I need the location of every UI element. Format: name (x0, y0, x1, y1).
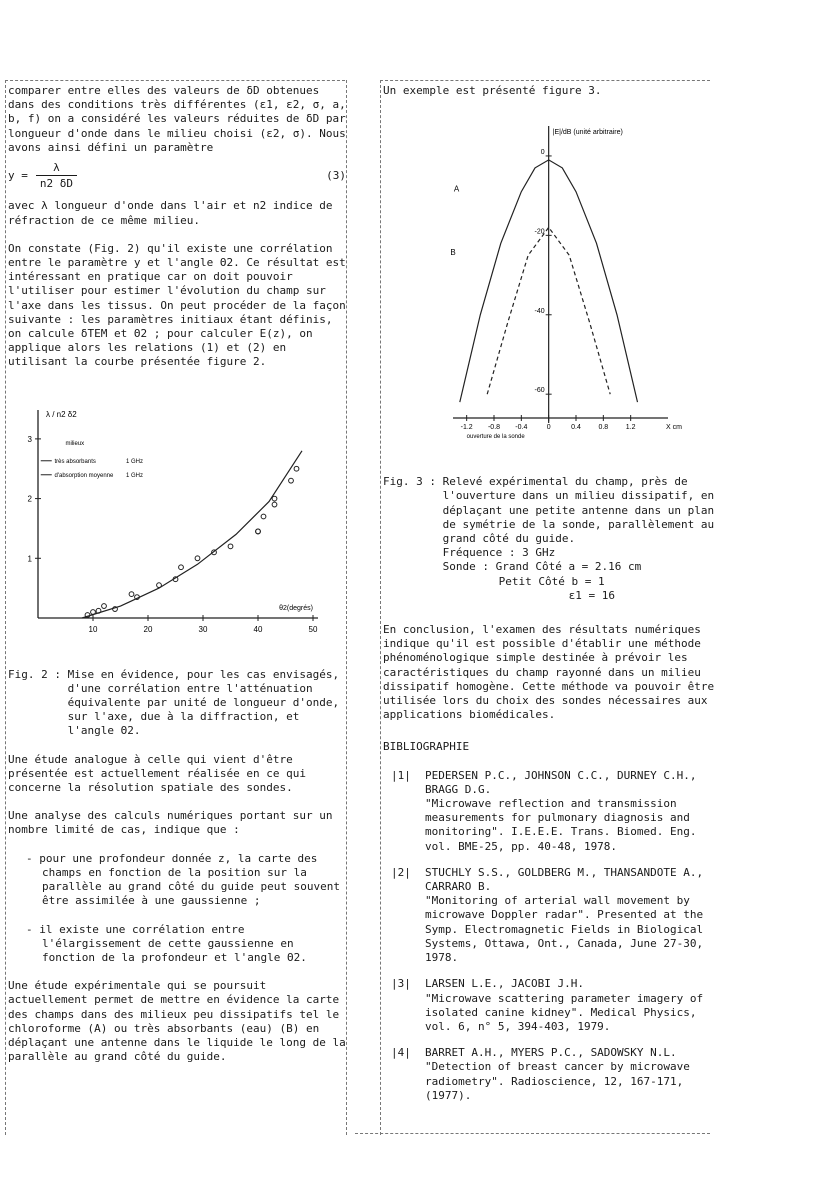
reference-number: |2| (391, 865, 411, 879)
x-tick-label: -0.4 (515, 424, 528, 432)
x-tick-label: 0.8 (598, 424, 609, 432)
x-tick-label: 40 (253, 624, 263, 634)
y-tick-label: 1 (27, 553, 32, 563)
data-point (272, 502, 277, 507)
x-tick-label: 10 (88, 624, 98, 634)
paragraph-intro: comparer entre elles des valeurs de δD obtenues dans des conditions très différentes (ε1, ε2, σ, a, b, f) on a considéré les valeurs réduites de δD par longueur d'onde dans le milieu choisi (ε2, σ). Nous avons ainsi défini un paramètre (8, 84, 353, 154)
equation-lhs: y = (8, 169, 28, 183)
reference-authors: STUCHLY S.S., GOLDBERG M., THANSANDOTE A., CARRARO B. (425, 865, 704, 894)
x-tick-label: -0.8 (487, 424, 501, 432)
bibliography-list (383, 769, 723, 1103)
right-column-rule (380, 80, 381, 1135)
y-tick-label: -60 (534, 387, 545, 395)
top-rule-right (380, 80, 710, 81)
left-column (8, 84, 353, 1064)
x-axis-label: θ2(degrés) (279, 604, 313, 612)
paragraph-experimental: Une étude expérimentale qui se poursuit actuellement permet de mettre en évidence la carte des champs dans des milieux peu dissipatifs tel le chloroforme (A) ou très absorbants (eau) (B) en déplaçant une antenne dans le liquide le long de la parallèle au grand côté du guide. (8, 979, 353, 1064)
bullet-gaussian: - pour une profondeur donnée z, la carte des champs en fonction de la position sur la parallèle au grand côté du guide peut souvent être assimilée à une gaussienne ; (26, 851, 347, 908)
x-tick-label: 0.4 (571, 424, 581, 432)
reference-text: "Monitoring of arterial wall movement by microwave Doppler radar". Presented at the Symp. Electromagnetic Fields in Biological Systems, Ottawa, Ont., Canada, June 27-30, 1978. (425, 894, 704, 965)
series-label: B (450, 248, 456, 258)
y-tick-label: 3 (27, 434, 32, 444)
equation-denominator: n2 δD (36, 175, 77, 191)
equation-3 (8, 161, 346, 191)
top-rule-left (5, 80, 345, 81)
reference-item (383, 769, 723, 854)
data-point (179, 565, 184, 570)
figure-3-caption-text: Relevé expérimental du champ, près de l'ouverture dans un milieu dissipatif, en déplaçant une petite antenne dans un plan de symétrie de la sonde, parallèlement au grand côté du guide. (442, 475, 715, 546)
data-point (157, 582, 162, 587)
reference-item (383, 866, 723, 965)
x-axis-note: ouverture de la sonde (466, 434, 525, 441)
paragraph-analysis: Une analyse des calculs numériques portant sur un nombre limité de cas, indique que : (8, 809, 340, 837)
y-axis-label: λ / n2 δ2 (46, 409, 77, 419)
x-tick-label: -1.2 (460, 424, 473, 432)
equation-number: (3) (326, 169, 346, 183)
bottom-rule (355, 1133, 710, 1134)
data-point (102, 603, 107, 608)
figure-3-caption (383, 475, 723, 603)
legend-label: très absorbants (54, 458, 96, 465)
figure-3-sonde-b: Petit Côté b = 1 (498, 574, 605, 588)
data-point (256, 529, 261, 534)
data-point (91, 609, 96, 614)
equation-fraction (36, 161, 77, 191)
reference-text: "Microwave scattering parameter imagery of isolated canine kidney". Medical Physics, vol. 6, n° 5, 394-403, 1979. (425, 991, 704, 1033)
data-point (294, 466, 299, 471)
figure-3-frequency: Fréquence : 3 GHz (442, 546, 556, 560)
y-tick-label: -40 (534, 307, 545, 315)
paragraph-correlation: On constate (Fig. 2) qu'il existe une corrélation entre le paramètre y et l'angle Θ2. Ce résultat est intéressant en pratique car on doit pouvoir l'utiliser pour estimer l'évolution du champ sur l'axe dans les tissus. On peut procéder de la façon suivante : les paramètres initiaux étant définis, on calcule δTEM et Θ2 ; pour calculer E(z), on applique alors les relations (1) et (2) en utilisant la courbe présentée figure 2. (8, 241, 353, 369)
data-point (195, 556, 200, 561)
data-point (129, 591, 134, 596)
paragraph-lambda: avec λ longueur d'onde dans l'air et n2 indice de réfraction de ce même milieu. (8, 199, 340, 227)
reference-authors: PEDERSEN P.C., JOHNSON C.C., DURNEY C.H., BRAGG D.G. (425, 768, 697, 796)
bullet-broadening: - il existe une corrélation entre l'élargissement de cette gaussienne en fonction de la profondeur et l'angle Θ2. (26, 922, 307, 964)
x-axis-label: X cm (666, 424, 682, 432)
left-margin-rule (5, 80, 6, 1135)
x-tick-label: 30 (198, 624, 208, 634)
figure-2-chart (8, 390, 338, 640)
y-axis-label: |E|/dB (unité arbitraire) (552, 129, 623, 137)
series-label: A (453, 184, 460, 194)
reference-text: "Microwave reflection and transmission measurements for pulmonary diagnosis and monitoring". I.E.E.E. Trans. Biomed. Eng. vol. BME-25, pp. 40-48, 1978. (425, 797, 697, 853)
y-tick-label: -20 (534, 228, 545, 236)
data-point (272, 496, 277, 501)
data-point (261, 514, 266, 519)
figure-2-caption-text: Mise en évidence, pour les cas envisagés, d'une corrélation entre l'atténuation équivalente par unité de longueur d'onde, sur l'axe, due à la diffraction, et l'angle Θ2. (67, 667, 340, 738)
reference-number: |4| (391, 1046, 411, 1060)
x-tick-label: 1.2 (625, 424, 636, 432)
paragraph-conclusion: En conclusion, l'examen des résultats numériques indique qu'il est possible d'établir une méthode phénoménologique simple destinée à prévoir les caractéristiques du champ rayonné dans un milieu dissipatif homogène. Cette méthode va pouvoir être utilisée lors du choix des sondes nécessaires aux applications biomédicales. (383, 623, 721, 722)
x-tick-label: 20 (143, 624, 153, 634)
equation-numerator: λ (53, 161, 60, 175)
reference-authors: BARRET A.H., MYERS P.C., SADOWSKY N.L. (425, 1046, 677, 1060)
reference-item (383, 977, 723, 1034)
reference-number: |3| (391, 977, 411, 991)
fit-curve (82, 450, 302, 617)
data-point (289, 478, 294, 483)
legend-frequency: 1 GHz (126, 472, 144, 479)
column-divider-rule (346, 80, 347, 1135)
reference-number: |1| (391, 768, 411, 782)
bibliography-title: BIBLIOGRAPHIE (383, 740, 470, 754)
right-column (383, 84, 723, 1115)
figure-3-caption-lead: Fig. 3 : (383, 475, 443, 489)
reference-authors: LARSEN L.E., JACOBI J.H. (425, 977, 584, 991)
figure-2-caption (8, 668, 346, 739)
figure-3-sonde-a: Sonde : Grand Côté a = 2.16 cm (442, 560, 642, 574)
legend-title: milieux (65, 440, 85, 447)
figure-2-caption-lead: Fig. 2 : (8, 667, 68, 681)
figure-3-epsilon: ε1 = 16 (568, 588, 615, 602)
reference-item (383, 1046, 723, 1103)
legend-label: d'absorption moyenne (54, 472, 114, 479)
figure-3-chart (443, 118, 703, 463)
x-tick-label: 50 (308, 624, 318, 634)
data-point (228, 544, 233, 549)
paragraph-example: Un exemple est présenté figure 3. (383, 84, 602, 97)
reference-text: "Detection of breast cancer by microwave radiometry". Radioscience, 12, 167-171, (1977). (425, 1060, 690, 1102)
x-tick-label: 0 (546, 424, 551, 432)
y-tick-label: 2 (27, 494, 32, 504)
legend-frequency: 1 GHz (126, 458, 144, 465)
paragraph-spatial-resolution: Une étude analogue à celle qui vient d'être présentée est actuellement réalisée en ce qui concerne la résolution spatiale des sondes. (8, 752, 313, 795)
y-tick-label: 0 (540, 149, 545, 157)
